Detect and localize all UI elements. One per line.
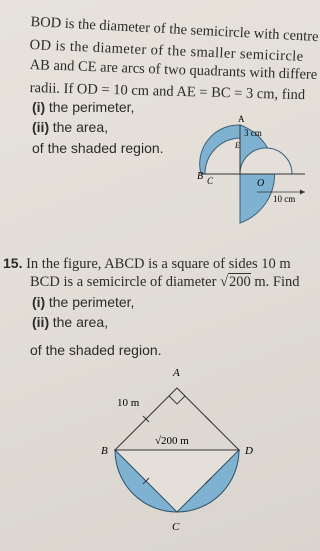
p14-line2: OD is the diameter of the smaller semicircle [29, 37, 304, 65]
p14-label-c: C [207, 176, 214, 186]
p15-line1-text: In the figure, ABCD is a square of sides 10 m [26, 256, 291, 272]
p15-part-i-num: (i) [32, 294, 46, 310]
p15-label-diag: √200 m [155, 435, 189, 447]
p15-line2-pre: BCD is a semicircle of diameter [30, 274, 217, 290]
p14-figure [197, 112, 308, 224]
p14-label-o: O [257, 178, 265, 189]
p15-line2 [30, 274, 300, 291]
p14-part-ii [32, 119, 108, 137]
p15-label-d: D [245, 445, 253, 457]
p14-line1: BOD is the diameter of the semicircle with centre [30, 14, 319, 46]
p15-part-ii-num: (ii) [32, 314, 50, 330]
p15-part-ii [32, 314, 108, 332]
p15-label-a: A [173, 367, 180, 379]
p14-label-e: E [235, 141, 240, 150]
p15-label-c: C [172, 521, 180, 533]
p15-number: 15. [3, 255, 23, 271]
p14-part-ii-num: (ii) [32, 119, 50, 135]
p15-label-b: B [101, 445, 108, 457]
p15-line2-post: m. Find [254, 274, 300, 290]
p15-part-ii-text: the area, [52, 314, 108, 330]
p14-line3: AB and CE are arcs of two quadrants with differe [29, 57, 318, 84]
p15-figure [85, 360, 265, 536]
p14-part-i-num: (i) [32, 99, 46, 115]
p14-label-a: A [238, 114, 245, 124]
p14-label-3cm: 3 cm [244, 128, 262, 138]
p15-line1 [3, 255, 291, 273]
p15-sqrt-radicand: 200 [229, 274, 251, 290]
p14-line4: radii. If OD = 10 cm and AE = BC = 3 cm, find [29, 80, 306, 104]
p15-tail: of the shaded region. [30, 342, 162, 358]
p14-tail: of the shaded region. [32, 140, 164, 156]
p15-sqrt: √200 [220, 274, 251, 290]
p15-part-i-text: the perimeter, [48, 294, 135, 310]
p15-part-i [32, 294, 134, 312]
p14-part-i [32, 99, 134, 117]
p14-label-b: B [197, 171, 204, 182]
p15-label-side: 10 m [117, 397, 140, 409]
p14-part-i-text: the perimeter, [48, 99, 135, 115]
p14-label-10cm: 10 cm [273, 194, 296, 204]
p14-part-ii-text: the area, [52, 119, 108, 135]
